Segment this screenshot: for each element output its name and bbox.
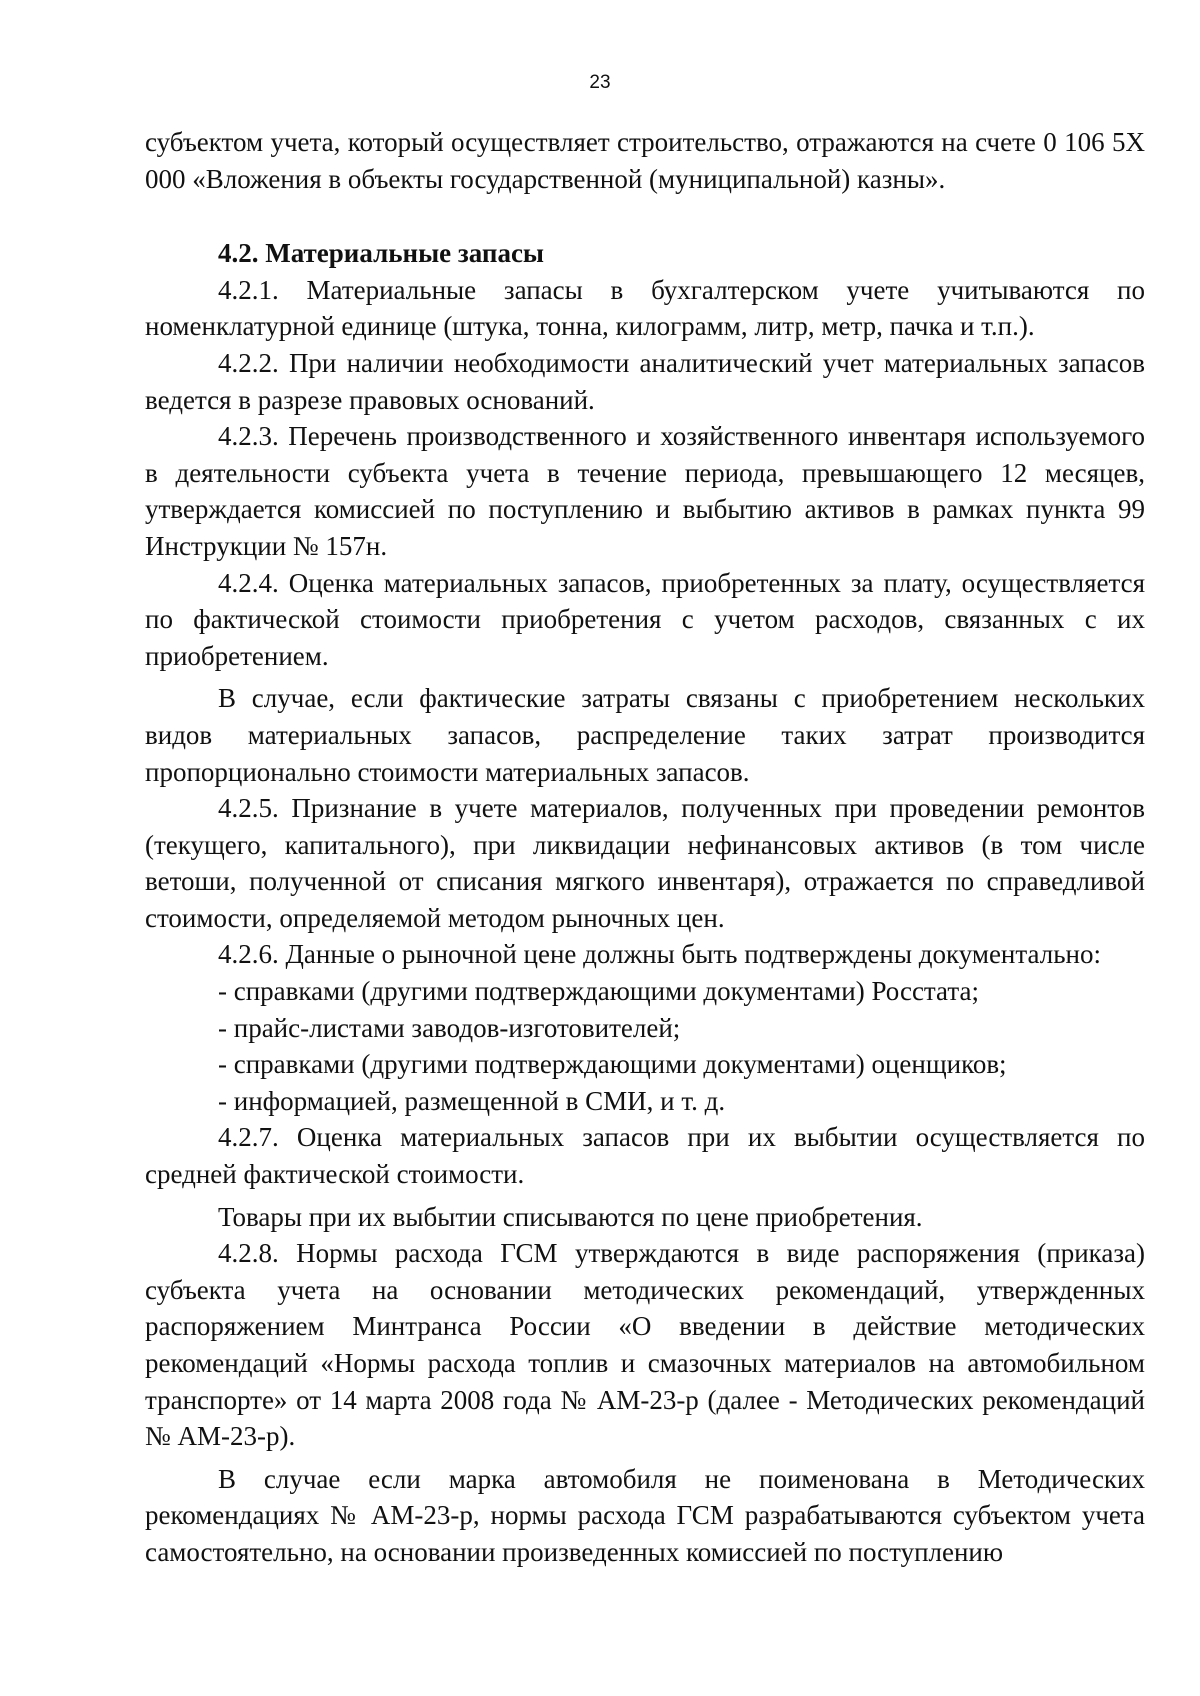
- paragraph-4-2-2: 4.2.2. При наличии необходимости аналитический учет материальных запасов ведется в разрезе правовых оснований.: [145, 347, 1145, 415]
- paragraph-4-2-3: 4.2.3. Перечень производственного и хозяйственного инвентаря используемого в деятельности субъекта учета в течение периода, превышающего 12 месяцев, утверждается комиссией по поступлению и выбытию активов в рамках пункта 99 Инструкции № 157н.: [145, 421, 1145, 561]
- paragraph-4-2-5: 4.2.5. Признание в учете материалов, полученных при проведении ремонтов (текущего, капитального), при ликвидации нефинансовых активов (в том числе ветоши, полученной от списания мягкого инвентаря), отражается по справедливой стоимости, определяемой методом рыночных цен.: [145, 793, 1145, 933]
- paragraph-4-2-1: 4.2.1. Материальные запасы в бухгалтерском учете учитываются по номенклатурной единице (штука, тонна, килограмм, литр, метр, пачка и т.п.).: [145, 274, 1145, 342]
- intro-paragraph: субъектом учета, который осуществляет строительство, отражаются на счете 0 106 5Х 000 «Вложения в объекты государственной (муниципальной) казны».: [145, 127, 1145, 194]
- paragraph-goods-disposal: Товары при их выбытии списываются по цене приобретения.: [218, 1201, 923, 1232]
- list-item: - справками (другими подтверждающими документами) оценщиков;: [218, 1049, 1007, 1080]
- page-number: 23: [589, 72, 611, 93]
- paragraph-cost-distribution: В случае, если фактические затраты связаны с приобретением нескольких видов материальных запасов, распределение таких затрат производится пропорционально стоимости материальных запасов.: [145, 683, 1145, 787]
- paragraph-4-2-4: 4.2.4. Оценка материальных запасов, приобретенных за плату, осуществляется по фактической стоимости приобретения с учетом расходов, связанных с их приобретением.: [145, 567, 1145, 671]
- paragraph-4-2-7: 4.2.7. Оценка материальных запасов при их выбытии осуществляется по средней фактической стоимости.: [145, 1122, 1145, 1190]
- list-item: - прайс-листами заводов-изготовителей;: [218, 1012, 681, 1043]
- list-item: - справками (другими подтверждающими документами) Росстата;: [218, 976, 979, 1007]
- list-item: - информацией, размещенной в СМИ, и т. д.: [218, 1085, 726, 1116]
- paragraph-fuel-norms: В случае если марка автомобиля не поименована в Методических рекомендациях № АМ-23-р, нормы расхода ГСМ разрабатываются субъектом учета самостоятельно, на основании произведенных комиссией по поступлению: [145, 1463, 1145, 1567]
- section-heading: 4.2. Материальные запасы: [218, 238, 545, 269]
- paragraph-4-2-8: 4.2.8. Нормы расхода ГСМ утверждаются в виде распоряжения (приказа) субъекта учета на основании методических рекомендаций, утвержденных распоряжением Минтранса России «О введении в действие методических рекомендаций «Нормы расхода топлив и смазочных материалов на автомобильном транспорте» от 14 марта 2008 года № АМ-23-р (далее - Методических рекомендаций № АМ-23-р).: [145, 1238, 1145, 1452]
- document-body: [145, 124, 1145, 1571]
- paragraph-4-2-6: 4.2.6. Данные о рыночной цене должны быть подтверждены документально:: [218, 939, 1101, 970]
